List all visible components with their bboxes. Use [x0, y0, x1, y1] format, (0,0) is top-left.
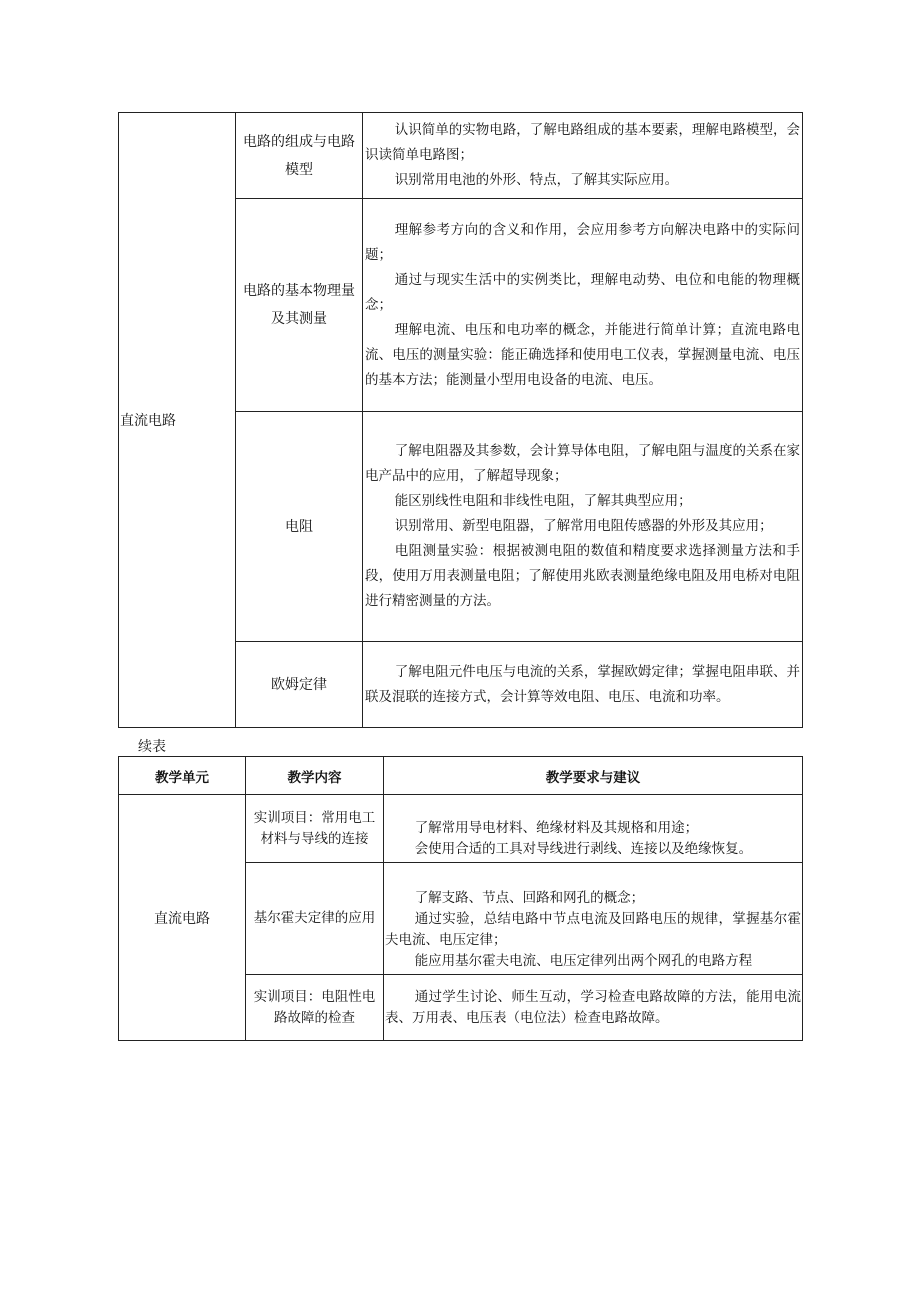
- requirement-item: 会使用合适的工具对导线进行剥线、连接以及绝缘恢复。: [414, 841, 753, 857]
- teaching-unit-cell: 直流电路: [119, 113, 236, 728]
- teaching-content-cell: 实训项目：常用电工材料与导线的连接: [246, 795, 384, 863]
- requirement-item: 了解电阻器及其参数，会计算导体电阻，了解电阻与温度的关系在家电产品中的应用，了解超导现象；: [365, 443, 800, 484]
- requirement-item: 能应用基尔霍夫电流、电压定律列出两个网孔的电路方程: [414, 953, 753, 969]
- requirement-item: 理解电流、电压和电功率的概念，并能进行简单计算；直流电路电流、电压的测量实验：能正确选择和使用电工仪表，掌握测量电流、电压的基本方法；能测量小型用电设备的电流、电压。: [365, 321, 800, 388]
- curriculum-table: [118, 112, 803, 728]
- column-header-content: 教学内容: [246, 757, 384, 795]
- requirement-item: 电阻测量实验：根据被测电阻的数值和精度要求选择测量方法和手段，使用万用表测量电阻；了解使用兆欧表测量绝缘电阻及用电桥对电阻进行精密测量的方法。: [365, 543, 800, 609]
- requirement-item: 通过实验，总结电路中节点电流及回路电压的规律，掌握基尔霍夫电流、电压定律；: [385, 911, 801, 948]
- teaching-content-cell: 欧姆定律: [236, 642, 363, 728]
- teaching-content-cell: 基尔霍夫定律的应用: [246, 863, 384, 975]
- requirement-item: 了解电阻元件电压与电流的关系，掌握欧姆定律；掌握电阻串联、并联及混联的连接方式，会计算等效电阻、电压、电流和功率。: [365, 663, 800, 705]
- table-row: [119, 113, 803, 199]
- teaching-content-cell: 电阻: [236, 412, 363, 642]
- column-header-unit: 教学单元: [119, 757, 246, 795]
- table-row: [119, 795, 803, 863]
- column-header-requirements: 教学要求与建议: [384, 757, 803, 795]
- table-caption: 续表: [138, 739, 166, 755]
- teaching-requirements-cell: [384, 863, 803, 975]
- requirement-item: 通过与现实生活中的实例类比，理解电动势、电位和电能的物理概念；: [365, 271, 800, 313]
- teaching-content-cell: 实训项目：电阻性电路故障的检查: [246, 975, 384, 1041]
- requirement-item: 识别常用、新型电阻器，了解常用电阻传感器的外形及其应用；: [394, 518, 773, 534]
- header-row: [119, 757, 803, 795]
- requirement-item: 认识简单的实物电路，了解电路组成的基本要素，理解电路模型，会识读简单电路图；: [365, 122, 800, 163]
- requirement-item: 了解支路、节点、回路和网孔的概念；: [414, 890, 645, 906]
- requirement-item: 识别常用电池的外形、特点，了解其实际应用。: [394, 172, 679, 188]
- teaching-content-cell: 电路的组成与电路模型: [236, 113, 363, 199]
- requirement-item: 通过学生讨论、师生互动，学习检查电路故障的方法，能用电流表、万用表、电压表（电位法）检查电路故障。: [385, 988, 801, 1026]
- teaching-requirements-cell: [384, 975, 803, 1041]
- requirement-item: 了解常用导电材料、绝缘材料及其规格和用途；: [414, 820, 699, 836]
- teaching-content-cell: 电路的基本物理量及其测量: [236, 199, 363, 412]
- teaching-unit-cell: 直流电路: [119, 795, 246, 1041]
- requirement-item: 理解参考方向的含义和作用，会应用参考方向解决电路中的实际问题；: [365, 221, 800, 263]
- teaching-requirements-cell: [363, 412, 803, 642]
- teaching-requirements-cell: [363, 199, 803, 412]
- requirement-item: 能区别线性电阻和非线性电阻，了解其典型应用；: [394, 493, 692, 509]
- teaching-requirements-cell: [363, 113, 803, 199]
- curriculum-table-continued: [118, 756, 803, 1041]
- teaching-requirements-cell: [363, 642, 803, 728]
- teaching-requirements-cell: [384, 795, 803, 863]
